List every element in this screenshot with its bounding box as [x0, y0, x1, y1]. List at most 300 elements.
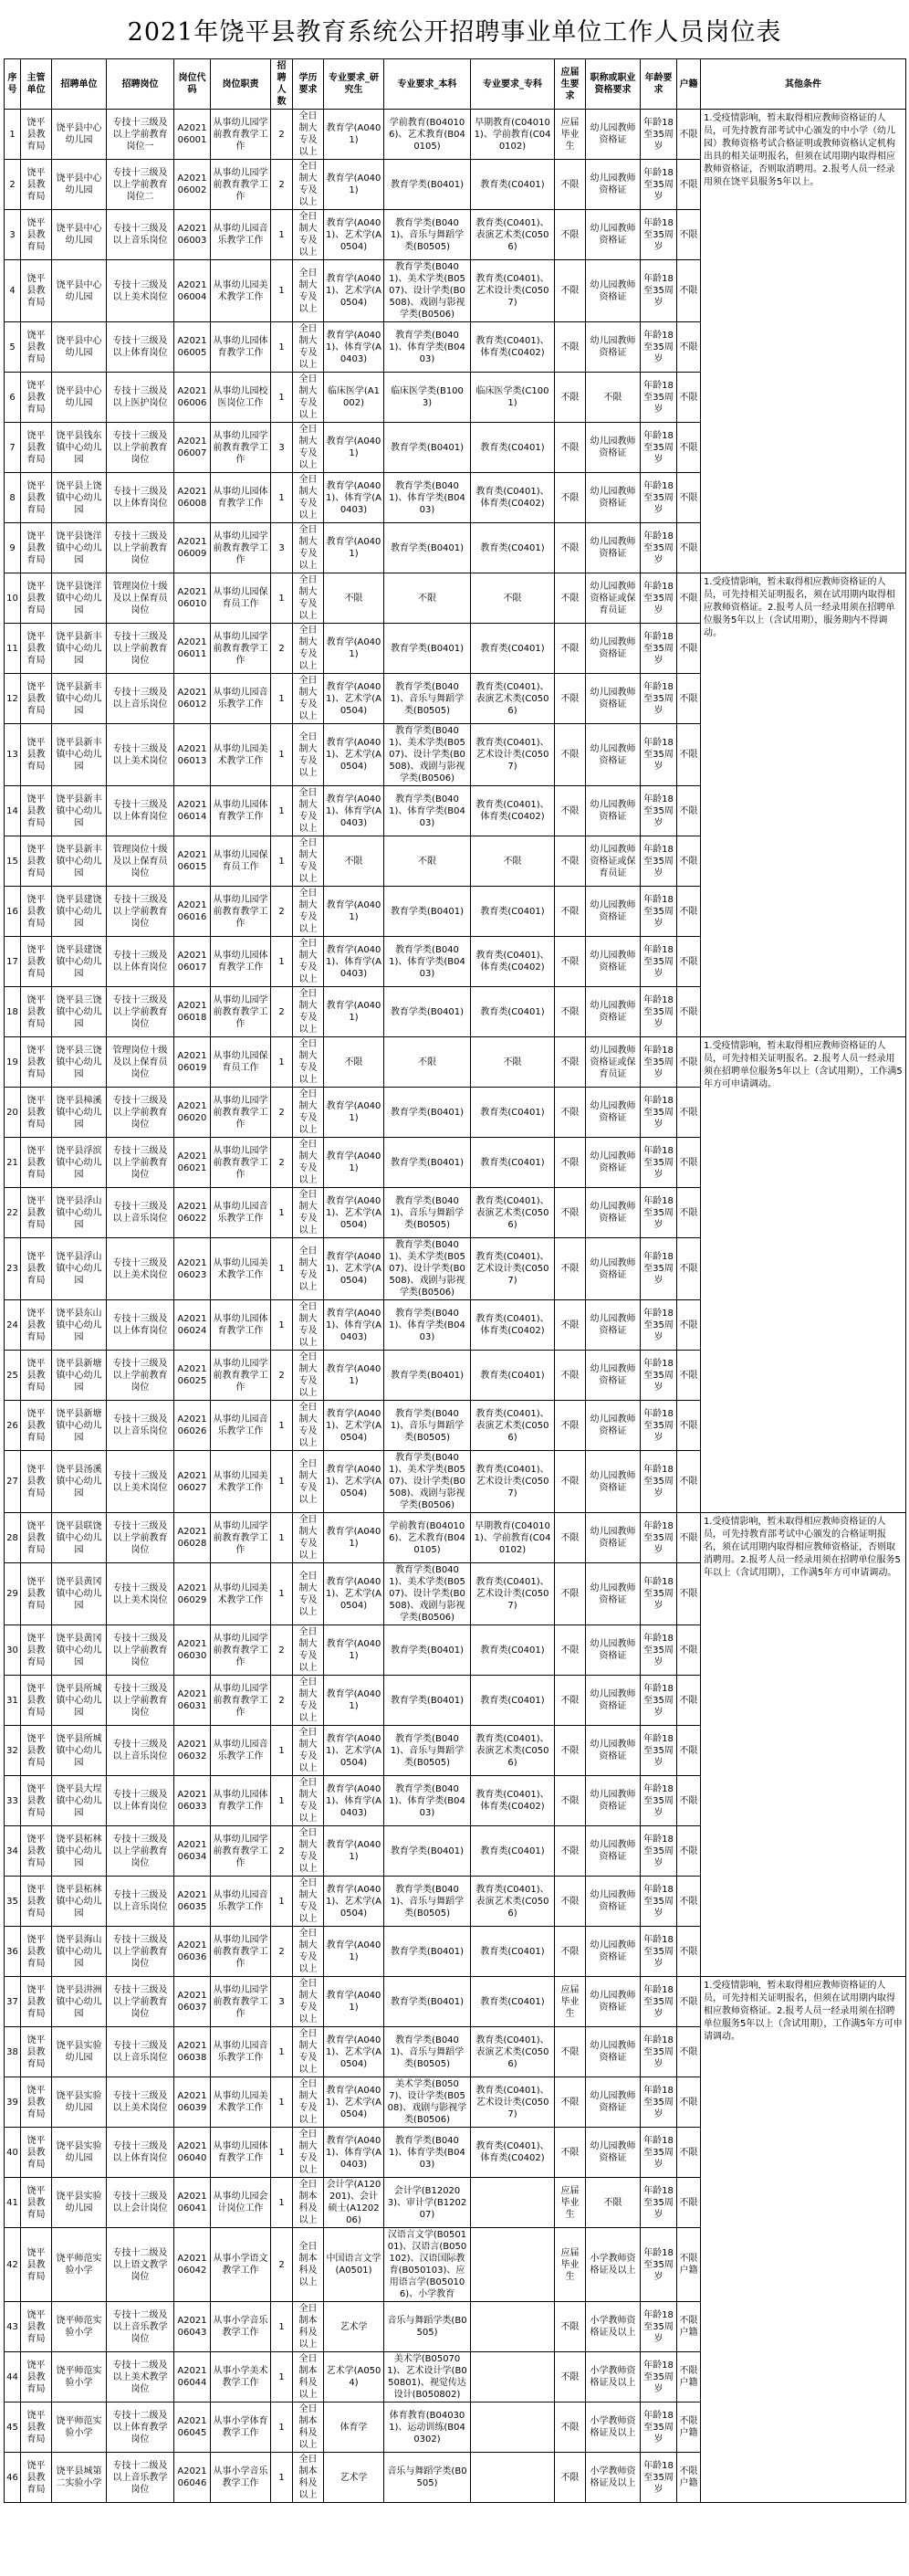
table-cell: 教育类(C0401)、艺术设计类(C0507) [471, 2077, 555, 2128]
table-cell: 不限 [555, 624, 586, 674]
table-cell: 年龄18至35周岁 [641, 2352, 677, 2403]
table-cell: 24 [5, 1300, 21, 1351]
table-cell: 饶平县黄冈镇中心幼儿园 [52, 1625, 107, 1676]
table-cell: 从事小学音乐教学工作 [211, 2302, 271, 2352]
table-cell: A202106029 [174, 1563, 211, 1625]
table-cell: 教育类(C0401)、艺术设计类(C0507) [471, 260, 555, 322]
table-cell: 年龄18至35周岁 [641, 1826, 677, 1877]
table-cell: 从事幼儿园体育教学工作 [211, 2128, 271, 2178]
table-cell: 饶平县汤溪镇中心幼儿园 [52, 1451, 107, 1513]
table-cell: 饶平县教育局 [21, 1138, 52, 1188]
table-cell: 专技十三级及以上音乐岗位 [107, 2027, 174, 2077]
table-cell: A202106039 [174, 2077, 211, 2128]
table-cell: 不限 [677, 1877, 701, 1927]
table-cell: 教育类(C0401)、表演艺术类(C0506) [471, 2027, 555, 2077]
table-cell: 34 [5, 1826, 21, 1877]
table-cell: 教育类(C0401) [471, 1927, 555, 1977]
table-cell: 年龄18至35周岁 [641, 1927, 677, 1977]
table-cell: 全日制大专及以上 [293, 1563, 324, 1625]
table-cell: 全日制大专及以上 [293, 1351, 324, 1401]
table-cell: 教育学类(B0401)、体育学类(B0403) [384, 473, 471, 523]
table-cell: 幼儿园教师资格证 [586, 210, 641, 260]
table-cell: 从事幼儿园学前教育教学工作 [211, 887, 271, 937]
table-cell: A202106009 [174, 523, 211, 573]
table-cell: A202106006 [174, 373, 211, 423]
column-header: 户籍 [677, 59, 701, 110]
table-cell: 38 [5, 2027, 21, 2077]
table-cell: 1 [271, 674, 293, 724]
table-cell: 饶平县新塘镇中心幼儿园 [52, 1351, 107, 1401]
table-cell: 18 [5, 987, 21, 1037]
table-cell: 不限 [555, 1826, 586, 1877]
table-cell: 年龄18至35周岁 [641, 1401, 677, 1451]
table-cell: 不限 [471, 836, 555, 887]
table-cell: 不限户籍 [677, 2453, 701, 2503]
table-cell: 专技十三级及以上美术岗位 [107, 1238, 174, 1300]
table-cell: 年龄18至35周岁 [641, 322, 677, 373]
table-cell: 不限 [555, 1877, 586, 1927]
table-cell: 幼儿园教师资格证 [586, 1877, 641, 1927]
table-cell: 不限 [555, 724, 586, 786]
table-cell: 不限 [555, 473, 586, 523]
header-row [5, 59, 906, 110]
table-cell: 2 [271, 1676, 293, 1726]
table-cell: 饶平县教育局 [21, 1927, 52, 1977]
table-cell: 教育学类(B0401)、音乐与舞蹈学类(B0505) [384, 1401, 471, 1451]
table-cell: 专技十三级及以上美术岗位 [107, 1451, 174, 1513]
table-cell: 从事幼儿园音乐教学工作 [211, 1726, 271, 1776]
table-cell: 幼儿园教师资格证 [586, 724, 641, 786]
table-cell: 全日制大专及以上 [293, 523, 324, 573]
table-cell: 不限 [555, 1451, 586, 1513]
table-cell: 不限户籍 [677, 2352, 701, 2403]
table-cell: 全日制大专及以上 [293, 1088, 324, 1138]
table-cell [471, 2352, 555, 2403]
table-cell: 26 [5, 1401, 21, 1451]
table-cell: 应届毕业生 [555, 1977, 586, 2027]
table-cell: 1 [271, 373, 293, 423]
table-cell: 45 [5, 2403, 21, 2453]
table-cell: 全日制大专及以上 [293, 2128, 324, 2178]
table-cell: 从事幼儿园音乐教学工作 [211, 1401, 271, 1451]
table-cell: 不限 [677, 523, 701, 573]
table-cell: 专技十三级及以上学前教育岗位 [107, 1513, 174, 1563]
column-header: 岗位职责 [211, 59, 271, 110]
table-cell: 饶平师范实验小学 [52, 2403, 107, 2453]
table-cell: 临床医学(A1002) [324, 373, 384, 423]
table-cell: 教育学类(B0401)、美术学类(B0507)、设计学类(B0508)、戏剧与影视学类(B0506) [384, 724, 471, 786]
table-cell: 教育类(C0401)、表演艺术类(C0506) [471, 674, 555, 724]
table-cell: 幼儿园教师资格证 [586, 624, 641, 674]
table-cell: 教育学(A0401) [324, 1927, 384, 1977]
table-cell: 2 [271, 624, 293, 674]
table-cell: 3 [271, 523, 293, 573]
table-cell: A202106022 [174, 1188, 211, 1238]
table-cell: 幼儿园教师资格证 [586, 2128, 641, 2178]
column-header: 岗位代码 [174, 59, 211, 110]
table-cell: 幼儿园教师资格证 [586, 1513, 641, 1563]
table-cell: 教育学类(B0401)、体育学类(B0403) [384, 1300, 471, 1351]
table-cell: 饶平县教育局 [21, 523, 52, 573]
table-cell: 饶平县柘林镇中心幼儿园 [52, 1826, 107, 1877]
table-cell: 31 [5, 1676, 21, 1726]
table-cell: 不限 [384, 836, 471, 887]
table-cell: 不限 [677, 1776, 701, 1826]
table-cell: 不限 [555, 1401, 586, 1451]
table-cell: 不限 [555, 1238, 586, 1300]
table-cell: 教育学(A0401)、艺术学(A0504) [324, 1563, 384, 1625]
table-cell: 专技十三级及以上学前教育岗位 [107, 523, 174, 573]
table-cell: 年龄18至35周岁 [641, 260, 677, 322]
table-cell: A202106043 [174, 2302, 211, 2352]
table-cell: 饶平县教育局 [21, 110, 52, 160]
table-cell: 教育类(C0401)、表演艺术类(C0506) [471, 1401, 555, 1451]
table-cell: 饶平县教育局 [21, 260, 52, 322]
table-cell: 幼儿园教师资格证 [586, 523, 641, 573]
table-cell: 10 [5, 573, 21, 624]
table-cell: 年龄18至35周岁 [641, 1676, 677, 1726]
table-cell: 全日制大专及以上 [293, 1037, 324, 1088]
table-cell: 27 [5, 1451, 21, 1513]
table-cell: 全日制大专及以上 [293, 624, 324, 674]
table-cell: 会计学(A120201)、会计硕士(A120206) [324, 2178, 384, 2228]
table-cell: 不限户籍 [677, 2302, 701, 2352]
table-cell: 不限 [324, 573, 384, 624]
table-cell: 从事幼儿园学前教育教学工作 [211, 1513, 271, 1563]
table-cell: 饶平县教育局 [21, 1351, 52, 1401]
table-cell: 专技十三级及以上美术岗位 [107, 724, 174, 786]
table-cell: 教育学类(B0401)、体育学类(B0403) [384, 937, 471, 987]
table-cell: 年龄18至35周岁 [641, 887, 677, 937]
table-cell: 教育类(C0401) [471, 423, 555, 473]
table-cell: 专技十三级及以上音乐岗位 [107, 1726, 174, 1776]
table-cell: 全日制大专及以上 [293, 573, 324, 624]
table-cell: 不限 [677, 1238, 701, 1300]
table-cell: 全日制大专及以上 [293, 1401, 324, 1451]
table-cell: 专技十三级及以上美术岗位 [107, 2077, 174, 2128]
table-cell: 不限 [555, 160, 586, 210]
table-cell: 饶平县教育局 [21, 2228, 52, 2302]
table-cell: 39 [5, 2077, 21, 2128]
table-cell: 小学教师资格证及以上 [586, 2302, 641, 2352]
table-cell: 饶平县钱东镇中心幼儿园 [52, 423, 107, 473]
table-cell: 教育学(A0401) [324, 160, 384, 210]
table-cell: 1 [271, 1037, 293, 1088]
table-cell: 早期教育(C040101)、学前教育(C040102) [471, 1513, 555, 1563]
table-cell: 专技十二级及以上体育教学岗位 [107, 2403, 174, 2453]
table-cell: 汉语言文学(B050101)、汉语言(B050102)、汉语国际教育(B050103)、应用语言学(B050106)、小学教育 [384, 2228, 471, 2302]
table-cell: 年龄18至35周岁 [641, 423, 677, 473]
table-cell: 饶平县浮滨镇中心幼儿园 [52, 1138, 107, 1188]
table-cell: 饶平县教育局 [21, 1977, 52, 2027]
table-cell: 不限 [677, 2077, 701, 2128]
table-cell: 12 [5, 674, 21, 724]
table-cell: 幼儿园教师资格证 [586, 1563, 641, 1625]
table-cell: 年龄18至35周岁 [641, 1726, 677, 1776]
table-cell: 教育类(C0401) [471, 624, 555, 674]
table-cell: 从事小学体育教学工作 [211, 2403, 271, 2453]
table-cell: 不限 [555, 1188, 586, 1238]
table-cell: 1 [271, 1877, 293, 1927]
table-cell: 小学教师资格证及以上 [586, 2453, 641, 2503]
table-cell: 2 [271, 887, 293, 937]
table-cell: 1 [271, 1300, 293, 1351]
table-cell: 专技十三级及以上体育岗位 [107, 473, 174, 523]
table-cell: 教育学(A0401)、体育学(A0403) [324, 937, 384, 987]
table-cell: 饶平县中心幼儿园 [52, 322, 107, 373]
table-cell: 不限 [555, 987, 586, 1037]
table-cell: 教育学(A0401)、艺术学(A0504) [324, 1188, 384, 1238]
table-cell: 教育学(A0401) [324, 1351, 384, 1401]
table-cell: 教育学类(B0401) [384, 1826, 471, 1877]
table-cell: A202106042 [174, 2228, 211, 2302]
table-cell: 年龄18至35周岁 [641, 523, 677, 573]
table-cell: 不限 [677, 674, 701, 724]
table-cell: A202106016 [174, 887, 211, 937]
table-cell: A202106030 [174, 1625, 211, 1676]
table-cell: 教育学(A0401) [324, 1513, 384, 1563]
table-cell: 年龄18至35周岁 [641, 1977, 677, 2027]
table-cell: 全日制大专及以上 [293, 1877, 324, 1927]
table-cell: 饶平县教育局 [21, 423, 52, 473]
table-cell: 年龄18至35周岁 [641, 937, 677, 987]
table-cell: 从事幼儿园保育员工作 [211, 573, 271, 624]
table-cell: 1 [271, 573, 293, 624]
table-cell: 专技十三级及以上音乐岗位 [107, 210, 174, 260]
table-cell: 教育学(A0401) [324, 1977, 384, 2027]
table-cell: 教育类(C0401)、艺术设计类(C0507) [471, 1563, 555, 1625]
table-cell: 全日制大专及以上 [293, 423, 324, 473]
table-cell: 不限 [677, 937, 701, 987]
table-cell: 专技十三级及以上会计岗位 [107, 2178, 174, 2228]
table-cell: 29 [5, 1563, 21, 1625]
table-cell: 饶平县教育局 [21, 786, 52, 836]
table-cell: 幼儿园教师资格证 [586, 1138, 641, 1188]
table-row [5, 1513, 906, 1563]
table-cell: 1 [271, 2453, 293, 2503]
table-cell: 幼儿园教师资格证 [586, 1927, 641, 1977]
table-cell: 1 [271, 1563, 293, 1625]
table-cell: A202106001 [174, 110, 211, 160]
table-cell: 不限 [555, 786, 586, 836]
table-cell: 1 [271, 2077, 293, 2128]
table-cell: 幼儿园教师资格证 [586, 1188, 641, 1238]
table-cell: 教育学类(B0401)、美术学类(B0507)、设计学类(B0508)、戏剧与影视学类(B0506) [384, 1451, 471, 1513]
table-cell: 饶平县新丰镇中心幼儿园 [52, 786, 107, 836]
table-cell: 不限 [677, 110, 701, 160]
table-cell: 饶平县建饶镇中心幼儿园 [52, 937, 107, 987]
table-cell: 不限 [677, 724, 701, 786]
table-cell: 教育学(A0401)、艺术学(A0504) [324, 1451, 384, 1513]
table-cell: 教育类(C0401) [471, 1977, 555, 2027]
table-cell: 饶平县汫洲镇中心幼儿园 [52, 1977, 107, 2027]
table-cell: 教育学(A0401)、艺术学(A0504) [324, 2027, 384, 2077]
table-cell: 年龄18至35周岁 [641, 1088, 677, 1138]
table-cell: 饶平县教育局 [21, 160, 52, 210]
notes-cell: 1.受疫情影响，暂未取得相应教师资格证的人员，可先持教育部考试中心颁发的中小学（幼儿园）教师资格考试合格证明或教师资格认定机构出具的相关证明报名，但须在试用期内取得相应教师资格证，否则取消聘用。2.报考人员一经录用须在饶平县服务5年以上。 [701, 110, 906, 573]
table-cell: 专技十三级及以上学前教育岗位 [107, 987, 174, 1037]
table-cell: 不限 [555, 423, 586, 473]
table-cell: 教育学类(B0401)、音乐与舞蹈学类(B0505) [384, 210, 471, 260]
table-cell: 不限 [586, 373, 641, 423]
table-cell: 从事幼儿园学前教育教学工作 [211, 1927, 271, 1977]
table-cell: 教育学(A0401)、艺术学(A0504) [324, 674, 384, 724]
table-cell: 教育学(A0401)、体育学(A0403) [324, 786, 384, 836]
table-cell: 教育学(A0401)、艺术学(A0504) [324, 1401, 384, 1451]
table-cell: 年龄18至35周岁 [641, 1451, 677, 1513]
table-cell: 音乐与舞蹈学类(B0505) [384, 2302, 471, 2352]
table-cell: 教育类(C0401)、体育类(C0402) [471, 1776, 555, 1826]
table-cell: 幼儿园教师资格证 [586, 1238, 641, 1300]
table-cell: 不限 [555, 1351, 586, 1401]
table-cell: 饶平县教育局 [21, 473, 52, 523]
table-cell: 年龄18至35周岁 [641, 1625, 677, 1676]
table-cell: 1 [271, 724, 293, 786]
table-cell: 饶平县教育局 [21, 2178, 52, 2228]
table-cell: A202106033 [174, 1776, 211, 1826]
table-cell: 专技十三级及以上学前教育岗位 [107, 887, 174, 937]
table-cell [471, 2403, 555, 2453]
table-cell: 饶平师范实验小学 [52, 2302, 107, 2352]
table-cell: 幼儿园教师资格证 [586, 1726, 641, 1776]
table-cell: 从事幼儿园学前教育教学工作 [211, 1676, 271, 1726]
table-cell: 年龄18至35周岁 [641, 987, 677, 1037]
table-cell: 教育学(A0401) [324, 1138, 384, 1188]
table-cell: 全日制大专及以上 [293, 473, 324, 523]
table-cell: 教育学类(B0401)、音乐与舞蹈学类(B0505) [384, 2027, 471, 2077]
table-cell: 不限 [555, 573, 586, 624]
column-header: 招聘单位 [52, 59, 107, 110]
table-cell: 不限 [555, 1676, 586, 1726]
table-cell: 不限 [555, 322, 586, 373]
table-cell: 饶平县黄冈镇中心幼儿园 [52, 1563, 107, 1625]
table-cell: 40 [5, 2128, 21, 2178]
table-cell: 年龄18至35周岁 [641, 160, 677, 210]
table-cell: 不限 [677, 260, 701, 322]
table-cell: 年龄18至35周岁 [641, 836, 677, 887]
table-row [5, 110, 906, 160]
table-cell: 饶平县教育局 [21, 937, 52, 987]
table-cell: 不限 [677, 1351, 701, 1401]
table-cell: 教育类(C0401)、体育类(C0402) [471, 1300, 555, 1351]
table-cell: 1 [271, 473, 293, 523]
table-cell: 专技十三级及以上学前教育岗位 [107, 1927, 174, 1977]
table-cell: 教育学类(B0401)、音乐与舞蹈学类(B0505) [384, 1188, 471, 1238]
table-cell: 2 [271, 110, 293, 160]
table-cell: 教育学(A0401)、艺术学(A0504) [324, 260, 384, 322]
table-cell: 1 [271, 2128, 293, 2178]
table-cell: 不限 [677, 624, 701, 674]
table-cell: 教育类(C0401) [471, 1676, 555, 1726]
table-cell: A202106017 [174, 937, 211, 987]
table-cell: 教育学(A0401) [324, 110, 384, 160]
table-cell: 专技十二级及以上美术教学岗位 [107, 2352, 174, 2403]
table-cell: 从事幼儿园学前教育教学工作 [211, 1138, 271, 1188]
table-cell: A202106046 [174, 2453, 211, 2503]
table-cell: 不限 [677, 1927, 701, 1977]
table-cell: 饶平县所城镇中心幼儿园 [52, 1676, 107, 1726]
table-cell: 2 [271, 1625, 293, 1676]
table-cell: 不限 [555, 1625, 586, 1676]
table-cell: 艺术学 [324, 2302, 384, 2352]
table-cell: 2 [271, 1138, 293, 1188]
table-cell: 饶平县教育局 [21, 573, 52, 624]
table-cell: 不限 [555, 1138, 586, 1188]
table-cell [471, 2228, 555, 2302]
table-cell: 年龄18至35周岁 [641, 724, 677, 786]
table-cell: 饶平县教育局 [21, 1037, 52, 1088]
table-cell: 不限 [471, 1037, 555, 1088]
column-header: 年龄要求 [641, 59, 677, 110]
table-cell: 全日制大专及以上 [293, 1676, 324, 1726]
table-cell: 饶平县教育局 [21, 1563, 52, 1625]
table-cell: 1 [5, 110, 21, 160]
table-cell: 全日制大专及以上 [293, 1238, 324, 1300]
table-cell: 从事幼儿园体育教学工作 [211, 473, 271, 523]
table-cell: 教育学(A0401)、体育学(A0403) [324, 2128, 384, 2178]
table-cell: 教育类(C0401)、体育类(C0402) [471, 322, 555, 373]
table-cell: A202106037 [174, 1977, 211, 2027]
table-cell: 全日制大专及以上 [293, 1138, 324, 1188]
table-cell: A202106036 [174, 1927, 211, 1977]
table-cell: 饶平县教育局 [21, 1776, 52, 1826]
column-header: 专业要求_本科 [384, 59, 471, 110]
table-cell: 从事幼儿园体育教学工作 [211, 1776, 271, 1826]
table-cell: 专技十三级及以上学前教育岗位 [107, 1625, 174, 1676]
table-cell: 幼儿园教师资格证 [586, 674, 641, 724]
table-cell: 教育学类(B0401) [384, 523, 471, 573]
table-cell: 幼儿园教师资格证 [586, 786, 641, 836]
table-cell: A202106025 [174, 1351, 211, 1401]
table-cell: 专技十三级及以上学前教育岗位 [107, 1088, 174, 1138]
column-header: 其他条件 [701, 59, 906, 110]
table-cell: 从事幼儿园体育教学工作 [211, 322, 271, 373]
table-cell: 幼儿园教师资格证 [586, 1776, 641, 1826]
table-cell: 体育学 [324, 2403, 384, 2453]
table-cell: 专技十三级及以上学前教育岗位 [107, 1826, 174, 1877]
table-cell: 2 [5, 160, 21, 210]
table-cell: 幼儿园教师资格证 [586, 260, 641, 322]
table-cell: 教育学(A0401)、体育学(A0403) [324, 1300, 384, 1351]
table-cell: 不限 [555, 887, 586, 937]
table-cell: 从事幼儿园学前教育教学工作 [211, 160, 271, 210]
table-cell: 全日制大专及以上 [293, 836, 324, 887]
table-cell: 饶平县饶洋镇中心幼儿园 [52, 573, 107, 624]
table-cell: 年龄18至35周岁 [641, 1351, 677, 1401]
table-cell: 饶平县三饶镇中心幼儿园 [52, 987, 107, 1037]
table-cell: 不限 [677, 987, 701, 1037]
table-cell: 教育类(C0401)、表演艺术类(C0506) [471, 1726, 555, 1776]
table-cell: 专技十三级及以上音乐岗位 [107, 1877, 174, 1927]
table-cell: 学前教育(B040106)、艺术教育(B040105) [384, 110, 471, 160]
table-cell: 1 [271, 1726, 293, 1776]
table-cell: 教育学类(B0401)、美术学类(B0507)、设计学类(B0508)、戏剧与影视学类(B0506) [384, 1238, 471, 1300]
table-cell: 21 [5, 1138, 21, 1188]
table-cell: 应届毕业生 [555, 2228, 586, 2302]
table-cell: 不限 [677, 210, 701, 260]
table-cell: 8 [5, 473, 21, 523]
table-cell: 饶平县教育局 [21, 836, 52, 887]
table-cell: 从事幼儿园学前教育教学工作 [211, 987, 271, 1037]
table-cell: 全日制大专及以上 [293, 724, 324, 786]
table-cell: 饶平县教育局 [21, 1300, 52, 1351]
table-cell: 饶平县教育局 [21, 1726, 52, 1776]
table-cell: 全日制大专及以上 [293, 110, 324, 160]
table-cell: 专技十三级及以上学前教育岗位 [107, 624, 174, 674]
table-cell: A202106012 [174, 674, 211, 724]
table-cell: 饶平县教育局 [21, 1451, 52, 1513]
table-cell: 饶平县柘林镇中心幼儿园 [52, 1877, 107, 1927]
